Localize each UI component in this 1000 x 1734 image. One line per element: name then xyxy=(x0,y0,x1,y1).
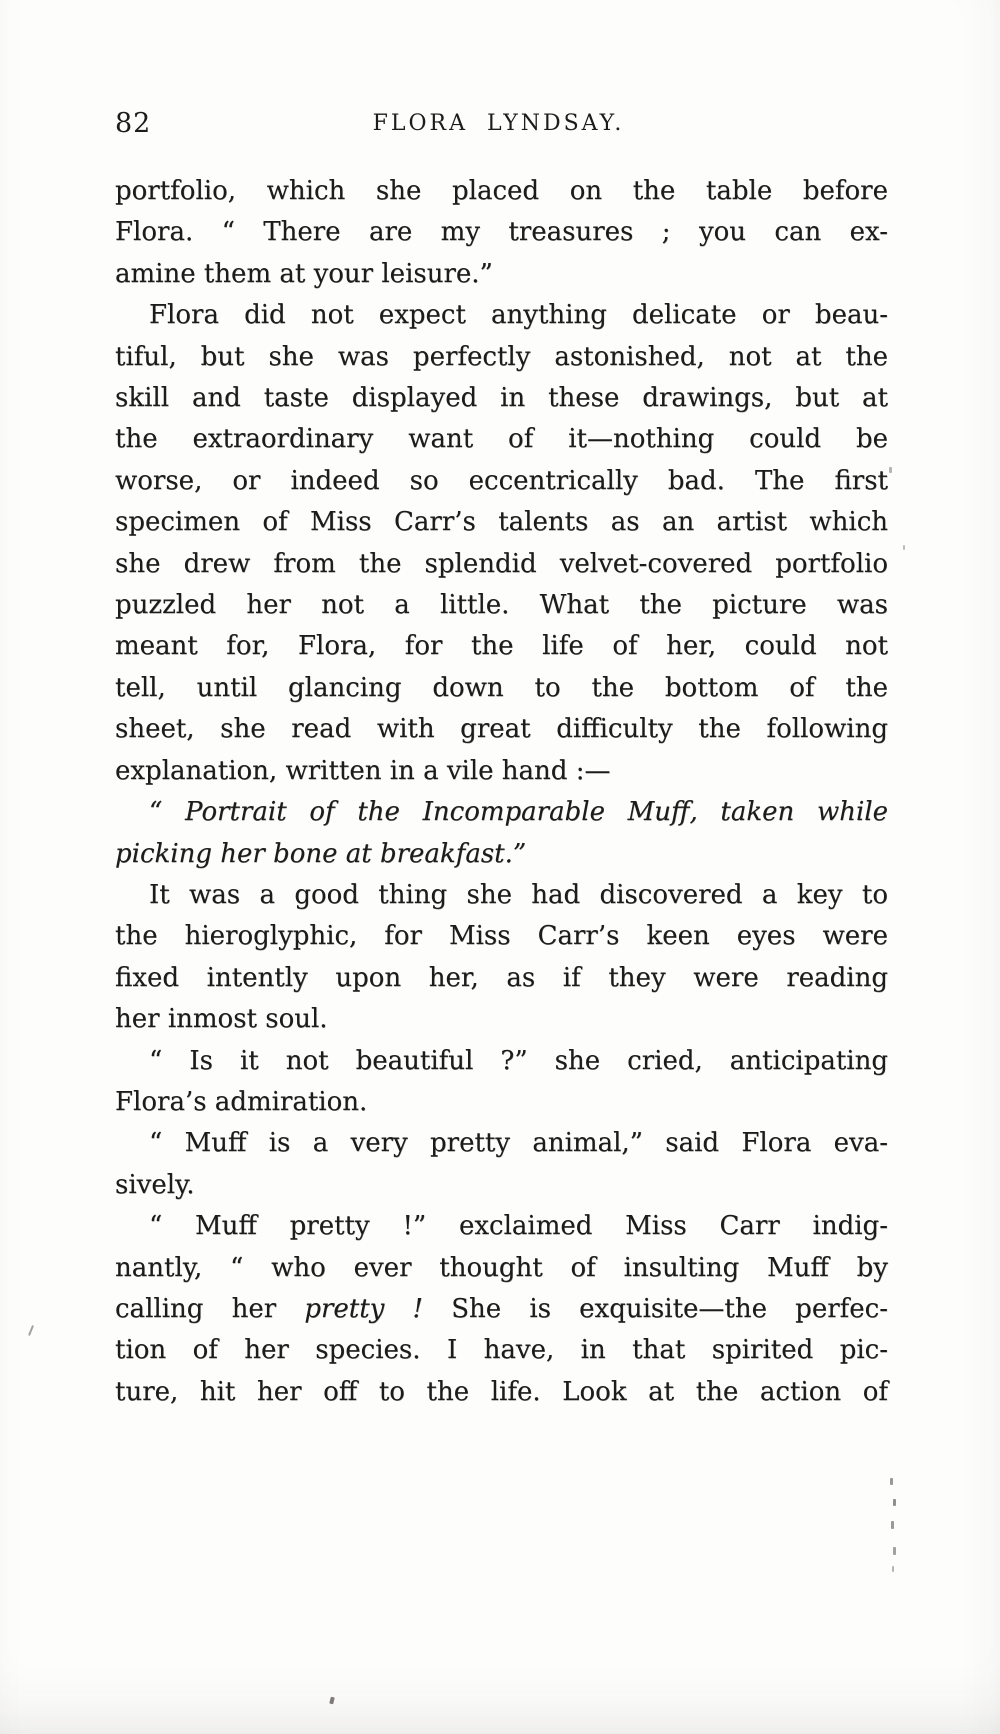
text-line xyxy=(115,751,888,792)
scan-artifact xyxy=(889,467,892,473)
text-segment: tiful, but she was perfectly astonished, not at the xyxy=(115,341,888,372)
text-segment: calling her xyxy=(115,1293,305,1324)
text-line xyxy=(115,792,888,833)
text-line xyxy=(115,378,888,419)
text-segment: her inmost soul. xyxy=(115,1004,328,1035)
text-line xyxy=(115,1123,888,1164)
text-segment: skill and taste displayed in these drawings, but at xyxy=(115,383,888,414)
text-segment: portfolio, which she placed on the table before xyxy=(115,176,888,206)
text-segment: she drew from the splendid velvet-covered portfolio xyxy=(115,548,888,579)
text-line xyxy=(115,834,888,875)
text-line xyxy=(115,544,888,585)
text-segment: tell, until glancing down to the bottom of the xyxy=(115,672,888,703)
scan-artifact xyxy=(893,1547,896,1555)
text-segment: the hieroglyphic, for Miss Carr’s keen eyes were xyxy=(115,921,888,952)
text-segment: explanation, written in a vile hand :— xyxy=(115,755,611,786)
scan-artifact xyxy=(890,1478,893,1485)
text-line xyxy=(115,668,888,709)
text-line xyxy=(115,999,888,1040)
scan-artifact xyxy=(891,1521,894,1529)
text-line xyxy=(115,1165,888,1206)
text-line xyxy=(115,709,888,750)
text-segment: sheet, she read with great difficulty the following xyxy=(115,714,888,745)
text-line xyxy=(115,1041,888,1082)
text-line xyxy=(115,1248,888,1289)
text-line xyxy=(115,1289,888,1330)
text-segment: She is exquisite—the perfec- xyxy=(423,1293,888,1324)
text-line xyxy=(115,958,888,999)
text-segment: picking her bone at breakfast.” xyxy=(115,838,527,869)
scan-artifact xyxy=(329,1697,335,1705)
text-line xyxy=(115,1372,888,1413)
text-segment: sively. xyxy=(115,1169,195,1200)
text-segment: Flora did not expect anything delicate or beau- xyxy=(149,300,888,331)
text-segment: meant for, Flora, for the life of her, could not xyxy=(115,631,888,662)
text-line xyxy=(115,1206,888,1247)
text-line xyxy=(115,171,888,212)
text-line xyxy=(115,337,888,378)
scan-artifact xyxy=(28,1325,34,1336)
text-segment: fixed intently upon her, as if they were reading xyxy=(115,962,888,993)
page-body xyxy=(115,171,888,1413)
text-segment: “ Muff pretty !” exclaimed Miss Carr indig- xyxy=(149,1211,888,1242)
text-line xyxy=(115,461,888,502)
text-segment: puzzled her not a little. What the picture was xyxy=(115,590,888,621)
text-line xyxy=(115,254,888,295)
text-line xyxy=(115,1330,888,1371)
text-segment: ture, hit her off to the life. Look at the action of xyxy=(115,1376,888,1407)
text-line xyxy=(115,295,888,336)
text-segment: It was a good thing she had discovered a key to xyxy=(149,879,888,910)
scan-artifact xyxy=(892,1566,894,1572)
text-segment: nantly, “ who ever thought of insulting Muff by xyxy=(115,1252,888,1283)
text-segment: tion of her species. I have, in that spirited pic- xyxy=(115,1335,888,1366)
text-line xyxy=(115,502,888,543)
text-line xyxy=(115,875,888,916)
text-segment: Flora’s admiration. xyxy=(115,1086,368,1117)
text-line xyxy=(115,585,888,626)
text-line xyxy=(115,419,888,460)
text-segment: “ Muff is a very pretty animal,” said Flora eva- xyxy=(149,1128,888,1159)
text-line xyxy=(115,1082,888,1123)
text-line xyxy=(115,916,888,957)
text-segment: “ Is it not beautiful ?” she cried, anticipating xyxy=(149,1045,888,1076)
text-segment: the extraordinary want of it—nothing could be xyxy=(115,424,888,455)
italic-text: pretty ! xyxy=(304,1293,424,1324)
text-segment: worse, or indeed so eccentrically bad. The first xyxy=(115,465,888,496)
page-header xyxy=(115,106,882,140)
text-segment: specimen of Miss Carr’s talents as an artist which xyxy=(115,507,888,538)
scan-artifact xyxy=(893,1499,896,1506)
page-number: 82 xyxy=(115,108,152,139)
running-title: FLORA LYNDSAY. xyxy=(372,111,625,136)
text-segment: Flora. “ There are my treasures ; you can ex- xyxy=(115,217,888,248)
scan-artifact xyxy=(903,545,905,550)
text-segment: “ Portrait of the Incomparable Muff, taken while xyxy=(149,797,888,828)
text-line xyxy=(115,212,888,253)
text-segment: amine them at your leisure.” xyxy=(115,258,493,289)
text-line xyxy=(115,626,888,667)
